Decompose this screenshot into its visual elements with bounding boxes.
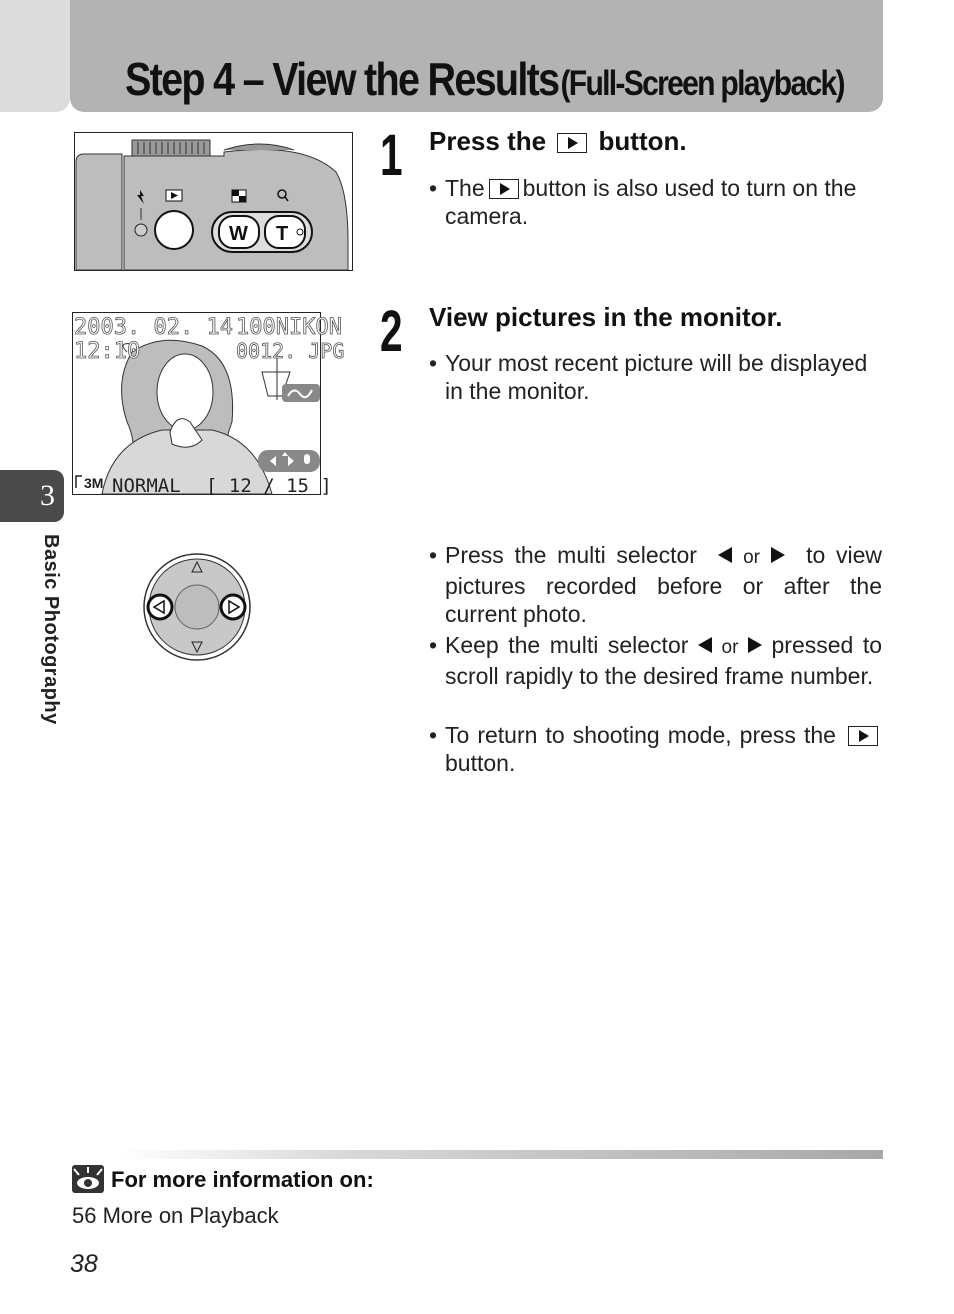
step-1-bullet-post: button is also used to turn on the camera. xyxy=(445,175,857,229)
monitor-quality: NORMAL xyxy=(112,475,181,497)
step-2-bullet: • Your most recent picture will be displayed in the monitor. xyxy=(429,349,882,409)
page-number: 38 xyxy=(70,1250,98,1278)
info-heading: For more information on: xyxy=(111,1167,374,1192)
header-left-block xyxy=(0,0,70,112)
note-3-b: button. xyxy=(445,750,516,776)
w-label: W xyxy=(229,223,248,245)
note-2: • Keep the multi selector or pressed to scroll rapidly to the desired frame number. xyxy=(429,632,883,689)
playback-button-icon xyxy=(489,179,519,199)
step-2-bullet-text: Your most recent picture will be displayed in the monitor. xyxy=(445,350,868,404)
monitor-counter: [ 12 / 15 ] xyxy=(206,475,332,497)
left-arrow-icon xyxy=(698,637,712,653)
monitor-file: 0012. JPG xyxy=(236,339,345,363)
info-link-more-on-playback[interactable]: 56 More on Playback xyxy=(72,1203,279,1228)
note-1: • Press the multi selector or to view pictures recorded before or after the current photo. xyxy=(429,542,882,627)
note-1-b: to view pictures recorded before or after the current photo. xyxy=(445,542,882,627)
chapter-tab xyxy=(0,470,64,522)
playback-button-icon xyxy=(557,133,587,153)
step-1-heading xyxy=(429,126,687,157)
note-1-or: or xyxy=(743,547,760,568)
playback-button-icon xyxy=(848,726,878,746)
note-2-b: pressed to scroll rapidly to the desired frame number. xyxy=(445,632,883,689)
step-1-heading-pre: Press the xyxy=(429,126,547,156)
step-1-bullet-pre: The xyxy=(445,175,485,201)
right-arrow-icon xyxy=(748,637,762,653)
playback-small-icon xyxy=(166,190,182,201)
step-1-number: 1 xyxy=(380,123,403,188)
t-label: T xyxy=(276,223,289,245)
multi-selector-illustration xyxy=(140,550,255,665)
chapter-number: 3 xyxy=(40,479,55,512)
info-eye-icon xyxy=(72,1165,104,1193)
monitor-folder: 100NIKON xyxy=(236,315,342,340)
note-2-a: Keep the multi selector xyxy=(445,632,689,658)
step-1-bullet: • The button is also used to turn on the camera. xyxy=(429,175,857,229)
title-main: Step 4 – View the Results xyxy=(125,53,559,105)
thumbnail-icon xyxy=(232,190,246,202)
monitor-date: 2003. 02. 14 xyxy=(74,315,233,340)
note-3: • To return to shooting mode, press the button. xyxy=(429,721,882,781)
left-arrow-icon xyxy=(718,547,732,563)
chapter-label xyxy=(36,534,64,744)
step-2-number: 2 xyxy=(380,299,403,364)
title-subtitle: (Full-Screen playback) xyxy=(560,64,844,103)
monitor-playback-illustration xyxy=(72,312,345,497)
right-arrow-icon xyxy=(771,547,785,563)
note-1-a: Press the multi selector xyxy=(445,542,697,568)
divider-gradient xyxy=(118,1150,883,1159)
note-3-a: To return to shooting mode, press the xyxy=(445,722,836,748)
chapter-label-text: Basic Photography xyxy=(40,534,62,725)
monitor-size: 3M xyxy=(84,475,104,491)
monitor-time: 12:10 xyxy=(74,339,141,364)
page-title xyxy=(125,52,844,106)
camera-top-illustration xyxy=(74,132,354,272)
step-2-heading: View pictures in the monitor. xyxy=(429,302,783,332)
step-1-heading-post: button. xyxy=(598,126,687,156)
note-2-or: or xyxy=(721,637,739,658)
